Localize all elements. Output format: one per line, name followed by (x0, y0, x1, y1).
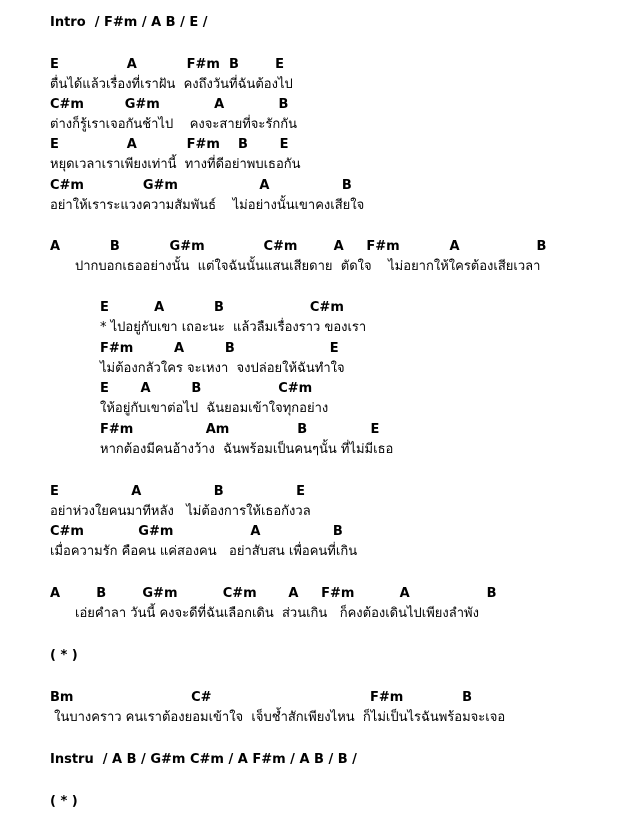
chorus-repeat: ( * ) (50, 648, 78, 663)
lyric-line: ปากบอกเธออย่างนั้น แต่ใจฉันนั้นแสนเสียดาย ตัดใจ ไม่อยากให้ใครต้องเสียเวลา (75, 259, 541, 274)
chord-line: F#m Am B E (100, 422, 380, 437)
chord-line: C#m G#m A B (50, 97, 289, 112)
lyric-line: หากต้องมีคนอ้างว้าง ฉันพร้อมเป็นคนๆนั้น ที่ไม่มีเธอ (100, 442, 394, 457)
lyric-line: อย่าห่วงใยคนมาทีหลัง ไม่ต้องการให้เธอกังวล (50, 504, 311, 519)
lyric-line: หยุดเวลาเราเพียงเท่านี้ ทางที่ดีอย่าพบเธอกัน (50, 157, 301, 172)
lyric-line: เอ่ยคำลา วันนี้ คงจะดีที่ฉันเลือกเดิน ส่วนเกิน ก็คงต้องเดินไปเพียงลำพัง (75, 606, 479, 621)
lyric-line: ในบางคราว คนเราต้องยอมเข้าใจ เจ็บช้ำสักเพียงไหน ก็ไม่เป็นไรฉันพร้อมจะเจอ (50, 710, 506, 725)
lyric-line: ตื่นได้แล้วเรื่องที่เราฝัน คงถึงวันที่ฉันต้องไป (50, 77, 293, 92)
lyric-line: ให้อยู่กับเขาต่อไป ฉันยอมเข้าใจทุกอย่าง (100, 401, 329, 416)
lyric-line: ไม่ต้องกลัวใคร จะเหงา จงปล่อยให้ฉันทำใจ (100, 361, 345, 376)
chord-line: A B G#m C#m A F#m A B (50, 586, 497, 601)
chord-line: F#m A B E (100, 341, 339, 356)
intro-line: Intro / F#m / A B / E / (50, 15, 208, 30)
lyric-line: เมื่อความรัก คือคน แค่สองคน อย่าสับสน เพื่อคนที่เกิน (50, 544, 358, 559)
chord-line: E A B E (50, 484, 305, 499)
chord-line: Bm C# F#m B (50, 690, 473, 705)
chord-line: E A B C#m (100, 381, 313, 396)
instru-line: Instru / A B / G#m C#m / A F#m / A B / B / (50, 752, 357, 767)
chord-line: E A F#m B E (50, 57, 284, 72)
chord-line: C#m G#m A B (50, 524, 343, 539)
lyric-line: * ไปอยู่กับเขา เถอะนะ แล้วลืมเรื่องราว ของเรา (100, 320, 367, 335)
chord-line: E A F#m B E (50, 137, 289, 152)
chord-line: E A B C#m (100, 300, 344, 315)
chorus-repeat: ( * ) (50, 794, 78, 809)
lyric-line: อย่าให้เราระแวงความสัมพันธ์ ไม่อย่างนั้นเขาคงเสียใจ (50, 198, 365, 213)
chord-line: A B G#m C#m A F#m A B (50, 239, 547, 254)
chord-line: C#m G#m A B (50, 178, 352, 193)
lyric-line: ต่างก็รู้เราเจอกันช้าไป คงจะสายที่จะรักกัน (50, 117, 298, 132)
